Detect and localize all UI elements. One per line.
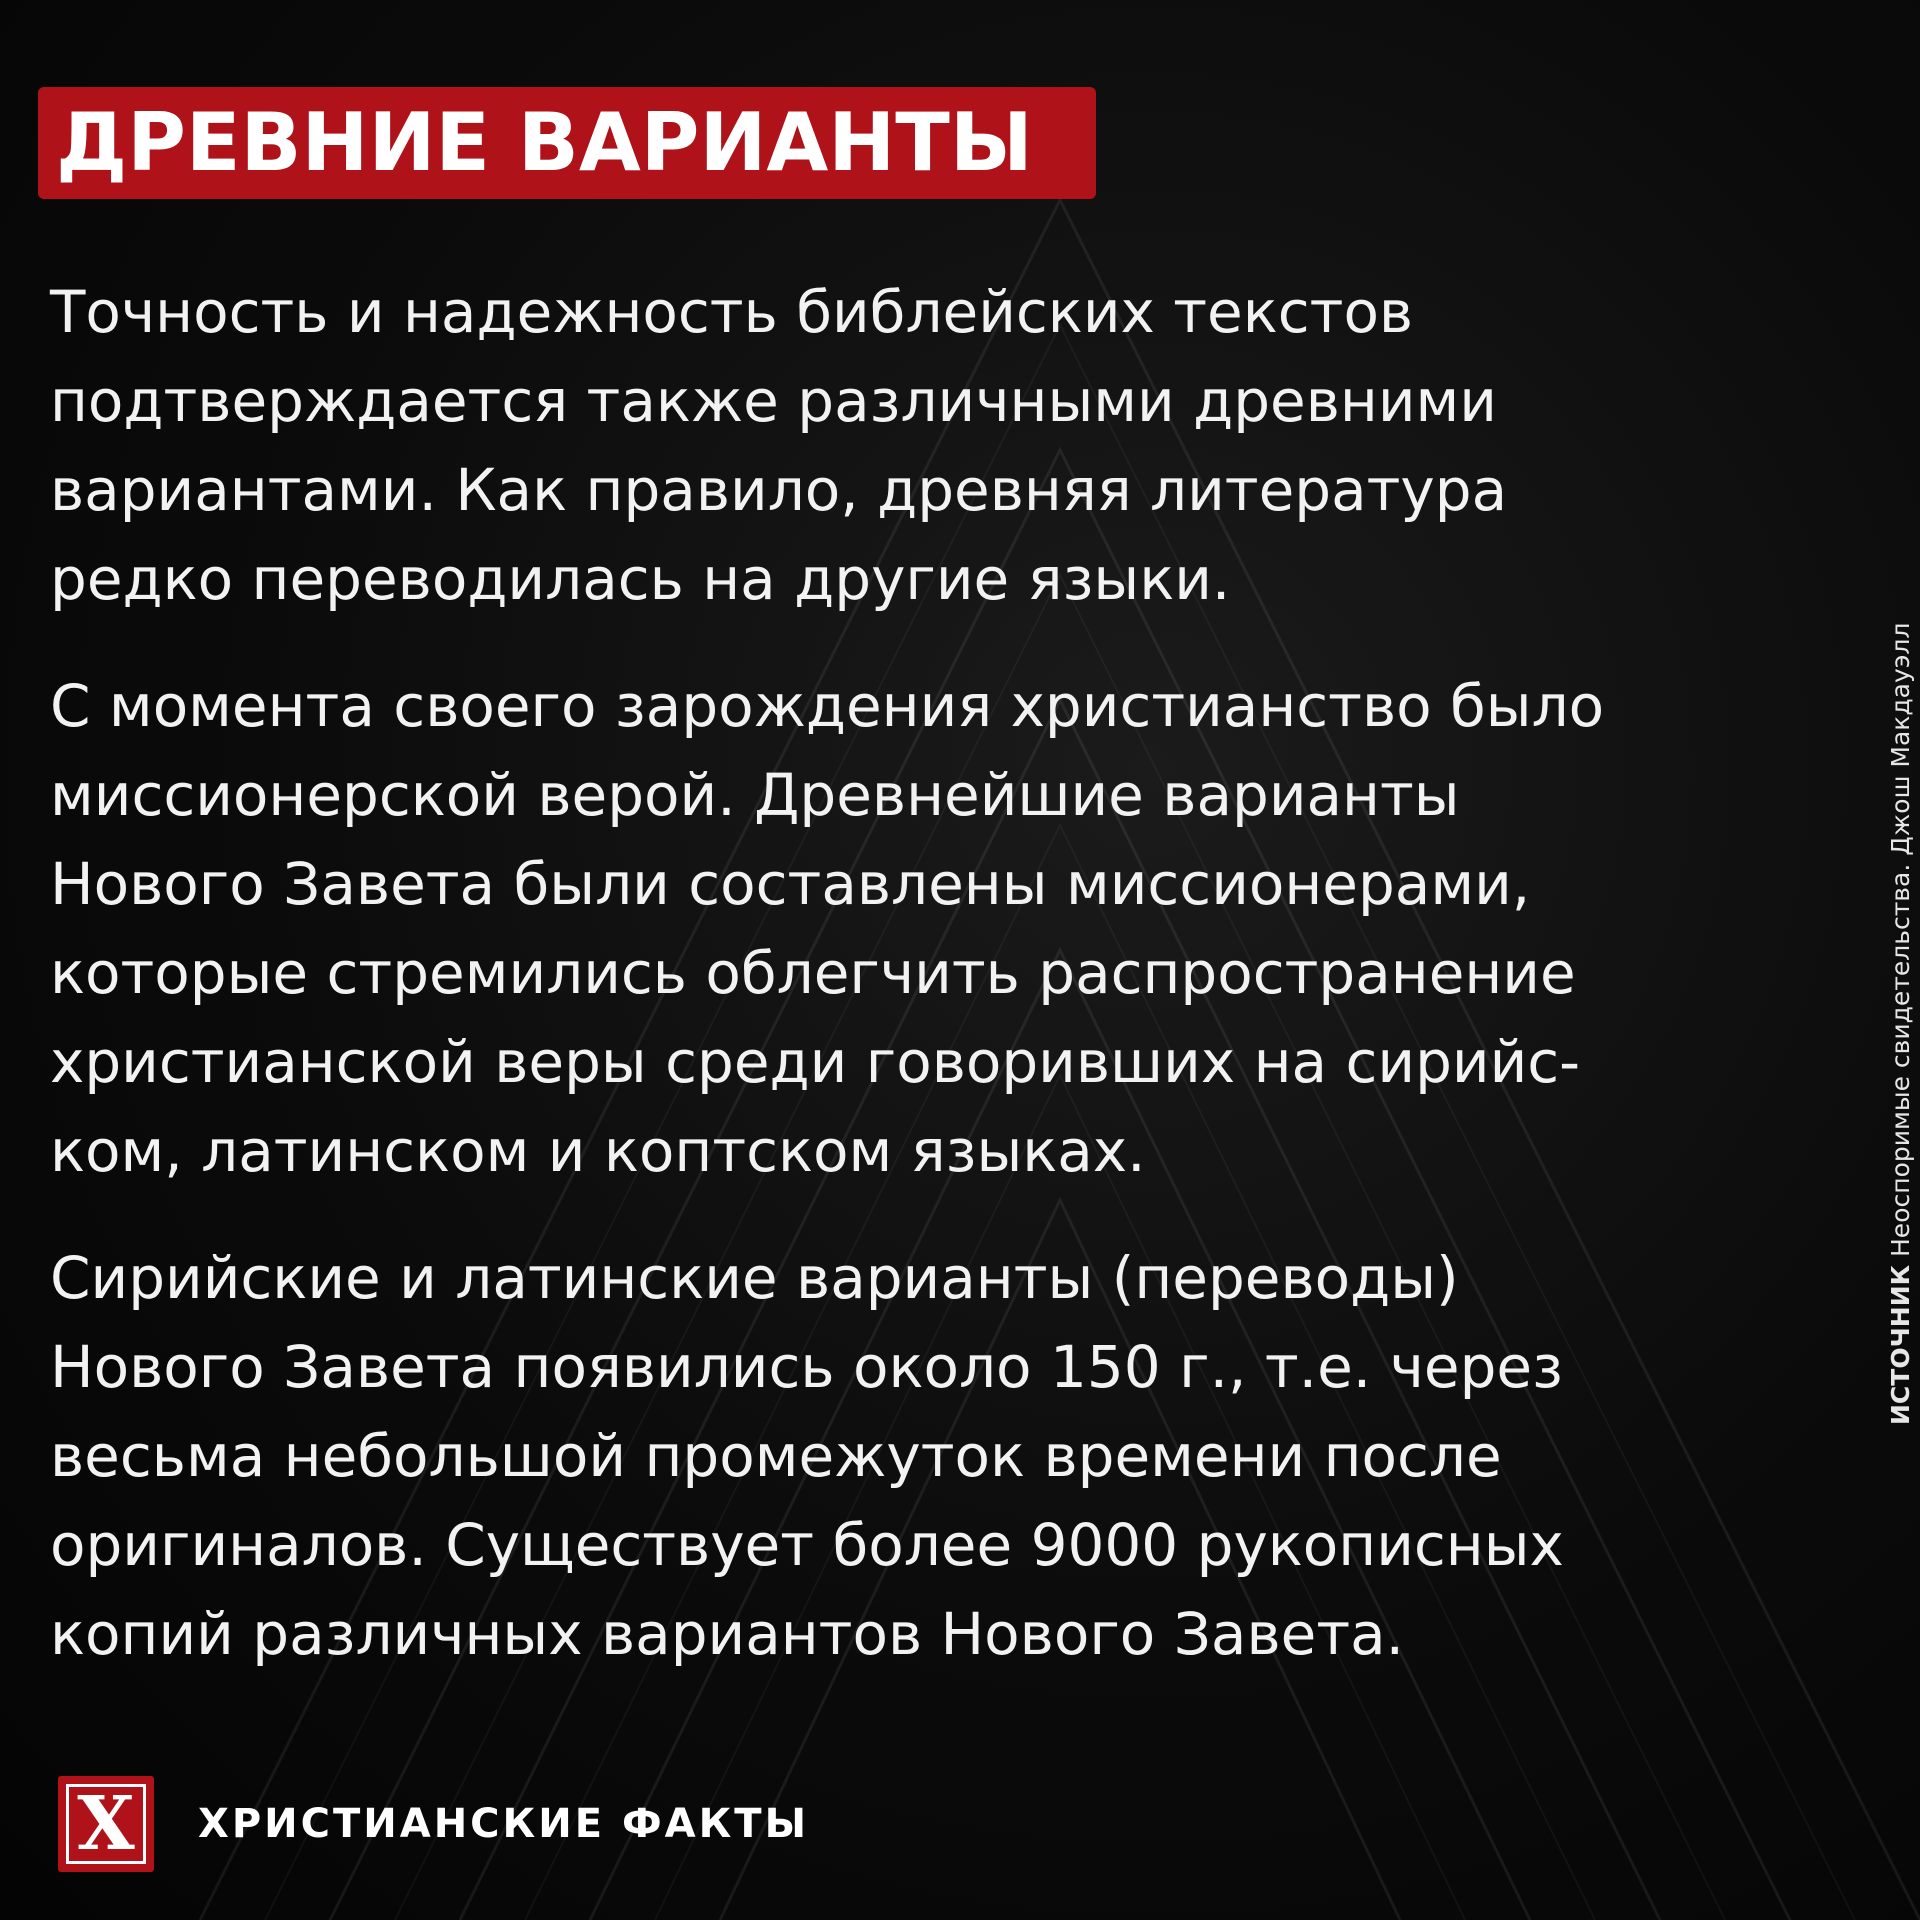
- text-line: Точность и надежность библейских текстов: [50, 278, 1414, 346]
- paragraph: [50, 1234, 1740, 1679]
- text-line: Сирийские и латинские варианты (переводы): [50, 1244, 1459, 1312]
- paragraph: [50, 268, 1740, 624]
- text-line: ком, латинском и коптском языках.: [50, 1117, 1146, 1185]
- text-line: редко переводилась на другие языки.: [50, 545, 1231, 613]
- text-line: копий различных вариантов Нового Завета.: [50, 1600, 1405, 1668]
- title-banner: [38, 87, 1096, 199]
- text-line: Нового Завета появились около 150 г., т.е. через: [50, 1333, 1563, 1401]
- body-text: [50, 268, 1740, 1717]
- text-line: которые стремились облегчить распространение: [50, 939, 1576, 1007]
- text-line: подтверждается также различными древними: [50, 367, 1497, 435]
- cross-x-logo-icon: [58, 1776, 154, 1872]
- text-line: миссионерской верой. Древнейшие варианты: [50, 761, 1460, 829]
- page-title: ДРЕВНИЕ ВАРИАНТЫ: [56, 96, 1033, 189]
- source-label: ИСТОЧНИК: [1886, 1264, 1915, 1425]
- text-line: Нового Завета были составлены миссионерами,: [50, 850, 1531, 918]
- source-text: Неоспоримые свидетельства. Джош Макдауэлл: [1886, 622, 1915, 1265]
- text-line: весьма небольшой промежуток времени после: [50, 1422, 1502, 1490]
- brand-name: ХРИСТИАНСКИЕ ФАКТЫ: [198, 1801, 810, 1847]
- text-line: оригиналов. Существует более 9000 рукописных: [50, 1511, 1564, 1579]
- source-credit: [1886, 623, 1916, 1425]
- text-line: вариантами. Как правило, древняя литература: [50, 456, 1508, 524]
- footer-brand: [58, 1776, 809, 1872]
- paragraph: [50, 662, 1740, 1196]
- text-line: христианской веры среди говоривших на сирийс-: [50, 1028, 1581, 1096]
- logo-letter: X: [77, 1781, 135, 1867]
- text-line: С момента своего зарождения христианство было: [50, 672, 1605, 740]
